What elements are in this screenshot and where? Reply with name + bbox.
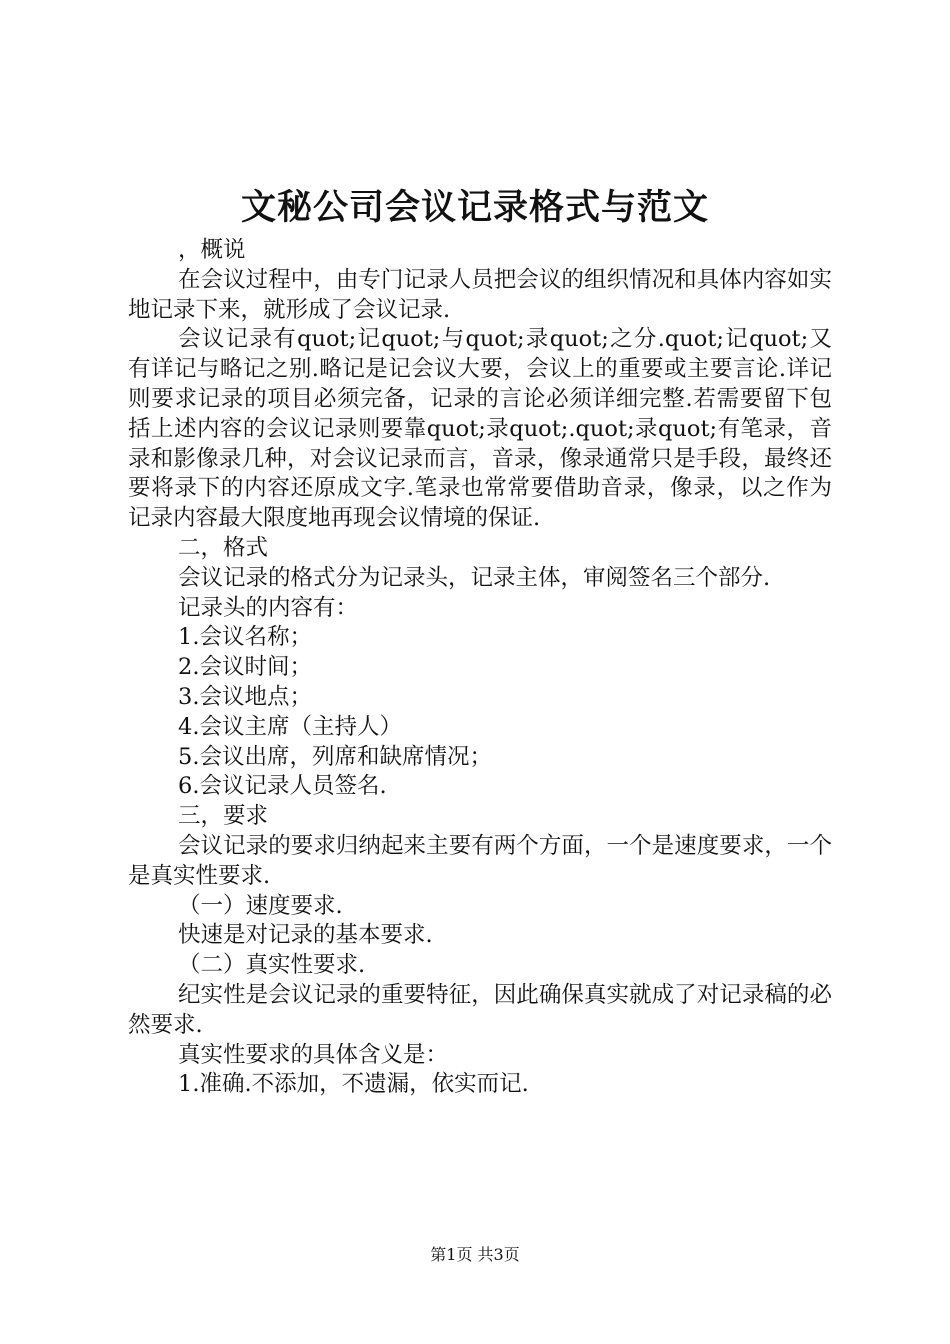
- list-item: 4.会议主席（主持人）: [178, 713, 402, 740]
- paragraph: 三，要求: [178, 803, 269, 830]
- list-item: 3.会议地点；: [178, 683, 312, 710]
- list-item: 2.会议时间；: [178, 654, 312, 681]
- list-item: 6.会议记录人员签名.: [178, 773, 387, 800]
- paragraph: （一）速度要求.: [178, 892, 343, 919]
- paragraph: 会议记录的要求归纳起来主要有两个方面，一个是速度要求，一个是真实性要求.: [128, 832, 832, 889]
- list-item: 1.准确.不添加，不遗漏，依实而记.: [178, 1071, 529, 1098]
- paragraph: 二，格式: [178, 534, 269, 561]
- document-body: [128, 236, 832, 1100]
- paragraph: 快速是对记录的基本要求.: [178, 922, 433, 949]
- paragraph: 会议记录有quot;记quot;与quot;录quot;之分.quot;记quot;又有详记与略记之别.略记是记会议大要，会议上的重要或主要言论.详记则要求记录的项目必须完备，记录的言论必须详细完整.若需要留下包括上述内容的会议记录则要靠quot;录quot;.quot;录quot;有笔录，音录和影像录几种，对会议记录而言，音录，像录通常只是手段，最终还要将录下的内容还原成文字.笔录也常常要借助音录，像录，以之作为记录内容最大限度地再现会议情境的保证.: [128, 326, 832, 532]
- paragraph: 记录头的内容有：: [178, 594, 359, 621]
- list-item: 1.会议名称；: [178, 624, 312, 651]
- page-footer: 第1页 共3页: [430, 1245, 520, 1264]
- document-title: 文秘公司会议记录格式与范文: [240, 187, 709, 228]
- list-item: 5.会议出席，列席和缺席情况；: [178, 743, 492, 770]
- paragraph: 真实性要求的具体含义是：: [178, 1041, 449, 1068]
- paragraph: ，概说: [178, 237, 246, 263]
- paragraph: 在会议过程中，由专门记录人员把会议的组织情况和具体内容如实地记录下来，就形成了会议记录.: [128, 266, 832, 323]
- paragraph: 会议记录的格式分为记录头，记录主体，审阅签名三个部分.: [178, 564, 771, 591]
- paragraph: 纪实性是会议记录的重要特征，因此确保真实就成了对记录稿的必然要求.: [128, 981, 832, 1038]
- paragraph: （二）真实性要求.: [178, 952, 366, 979]
